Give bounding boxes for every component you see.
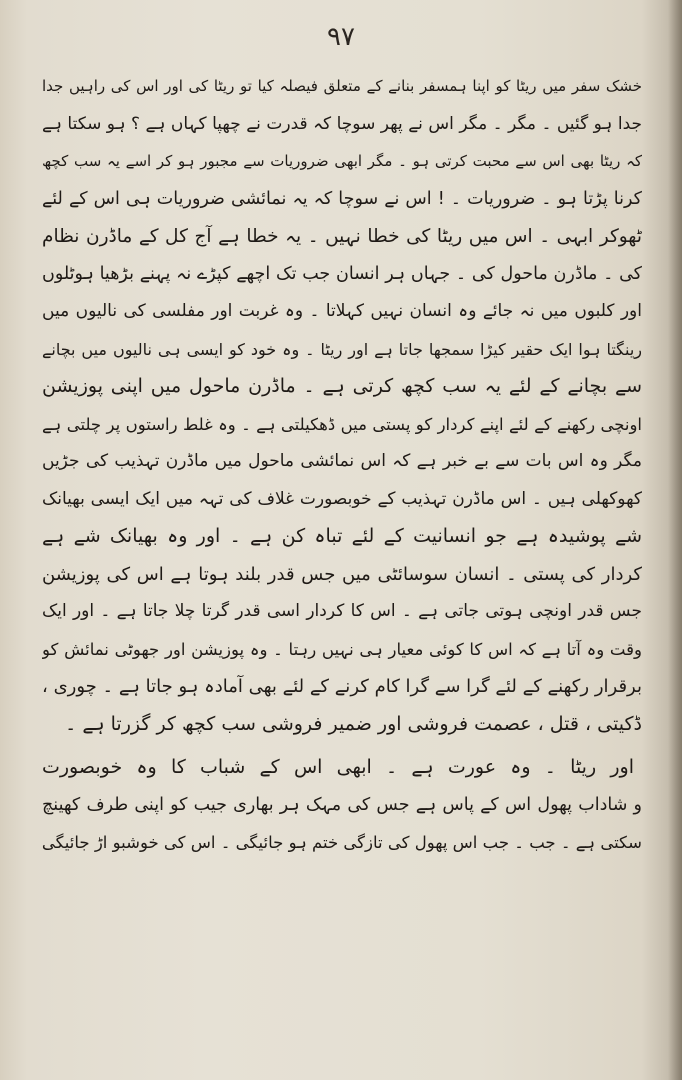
text-line: کردار کی پستی ۔ انسان سوسائٹی میں جس قدر بلند ہوتا ہے اس کی پوزیشن: [42, 563, 642, 585]
text-line: کھوکھلی ہیں ۔ اس ماڈرن تہذیب کے خوبصورت غلاف کی تہہ میں ایک ایسی بھیانک: [42, 488, 642, 509]
text-line: کرنا پڑتا ہو ۔ ضروریات ۔ ! اس نے سوچا کہ یہ نمائشی ضروریات ہی اس کے لئے: [42, 188, 642, 209]
text-line: کہ ریٹا بھی اس سے محبت کرتی ہو ۔ مگر ابھی ضروریات سے مجبور ہو کر اسے یہ سب کچھ: [42, 152, 642, 170]
text-line: کی ۔ ماڈرن ماحول کی ۔ جہاں ہر انسان جب تک اچھے کپڑے نہ پہنے بڑھیا ہوٹلوں: [42, 263, 642, 284]
text-line: برقرار رکھنے کے لئے گرا سے گرا کام کرنے کے لئے بھی آمادہ ہو جاتا ہے ۔ چوری ،: [42, 676, 642, 697]
text-line: مگر وہ اس بات سے بے خبر ہے کہ اس نمائشی ماحول میں ماڈرن تہذیب کی جڑیں: [42, 451, 642, 471]
text-line: ڈکیتی ، قتل ، عصمت فروشی اور ضمیر فروشی سب کچھ کر گزرتا ہے ۔: [65, 712, 642, 735]
text-line: و شاداب پھول اس کے پاس ہے جس کی مہک ہر بھاری جیب کو اپنی طرف کھینچ: [42, 794, 642, 815]
text-line: شے پوشیدہ ہے جو انسانیت کے لئے تباہ کن ہے ۔ اور وہ بھیانک شے ہے: [42, 525, 642, 547]
text-line: وقت وہ آتا ہے کہ اس کا کوئی معیار ہی نہیں رہتا ۔ وہ پوزیشن اور جھوٹی نمائش کو: [42, 639, 642, 659]
text-line: خشک سفر میں ریٹا کو اپنا ہمسفر بنانے کے متعلق فیصلہ کیا تو ریٹا کی اور اس کی راہیں جدا: [42, 77, 642, 95]
text-line: جدا ہو گئیں ۔ مگر ۔ مگر اس نے پھر سوچا کہ قدرت نے چھپا کہاں ہے ؟ ہو سکتا ہے: [42, 113, 642, 134]
page-number: ۹۷: [327, 22, 355, 52]
text-line: ٹھوکر ابہی ۔ اس میں ریٹا کی خطا نہیں ۔ یہ خطا ہے آج کل کے ماڈرن نظام: [42, 226, 642, 247]
text-line: جس قدر اونچی ہوتی جاتی ہے ۔ اس کا کردار اسی قدر گرتا چلا جاتا ہے ۔ اور ایک: [42, 601, 642, 621]
body-text: [42, 68, 642, 862]
text-line: اور کلبوں میں نہ جائے وہ انسان نہیں کہلاتا ۔ وہ غربت اور مفلسی کی نالیوں میں: [42, 301, 642, 321]
paragraph: [42, 68, 642, 743]
text-line: سکتی ہے ۔ جب ۔ جب اس پھول کی تازگی ختم ہو جائیگی ۔ اس کی خوشبو اڑ جائیگی: [42, 833, 642, 852]
paragraph: [42, 749, 642, 862]
text-line: اور ریٹا ۔ وہ عورت ہے ۔ ابھی اس کے شباب کا وہ خوبصورت: [42, 756, 634, 778]
text-line: رینگتا ہوا ایک حقیر کیڑا سمجھا جاتا ہے اور ریٹا ۔ وہ خود کو ایسی ہی نالیوں میں بچانے: [42, 339, 642, 359]
text-line: سے بچانے کے لئے یہ سب کچھ کرتی ہے ۔ ماڈرن ماحول میں اپنی پوزیشن: [42, 375, 642, 397]
text-line: اونچی رکھنے کے لئے اپنے کردار کو پستی میں ڈھکیلتی ہے ۔ وہ غلط راستوں پر چلتی ہے: [42, 414, 642, 434]
